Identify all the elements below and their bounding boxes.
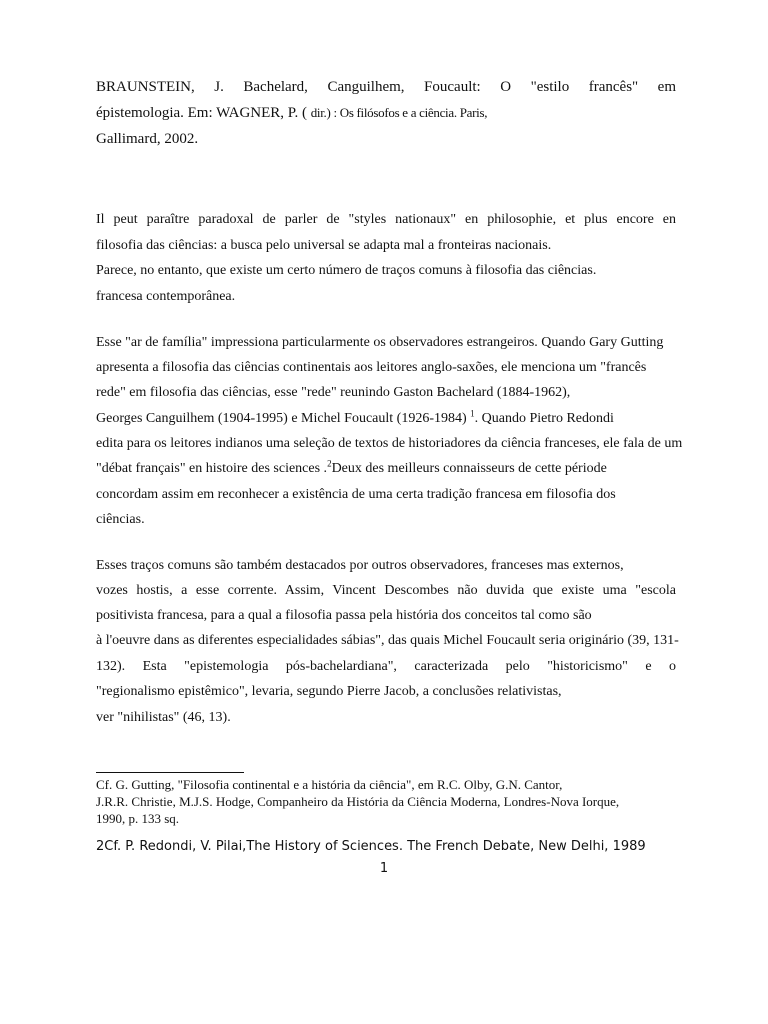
footnote-ref-2: 2 — [327, 458, 332, 469]
footnote-ref-1: 1 — [470, 408, 475, 419]
reference-line-1: BRAUNSTEIN, J. Bachelard, Canguilhem, Foucault: O "estilo francês" em — [96, 79, 676, 95]
reference-line-2 — [96, 104, 487, 122]
footnote-2: 2Cf. P. Redondi, V. Pilai,The History of Sciences. The French Debate, New Delhi, 1989 — [96, 839, 646, 854]
paragraph-2-line-8: ciências. — [96, 512, 145, 527]
paragraph-1-line-2: filosofia das ciências: a busca pelo universal se adapta mal a fronteiras nacionais. — [96, 238, 552, 253]
paragraph-2-line-3: rede" em filosofia das ciências, esse "rede" reunindo Gaston Bachelard (1884-1962), — [96, 385, 571, 400]
reference-line-3: Gallimard, 2002. — [96, 131, 199, 147]
paragraph-2-line-4 — [96, 410, 614, 428]
paragraph-1-line-4: francesa contemporânea. — [96, 289, 236, 304]
footnote-1-line-2: J.R.R. Christie, M.J.S. Hodge, Companheiro da História da Ciência Moderna, Londres-Nova Iorque, — [96, 794, 620, 809]
paragraph-2-line-4-tail: . Quando Pietro Redondi — [474, 411, 614, 426]
paragraph-2-line-2: apresenta a filosofia das ciências continentais aos leitores anglo-saxões, ele menciona um "francês — [96, 360, 647, 375]
paragraph-3-line-5: 132). Esta "epistemologia pós-bachelardiana", caracterizada pelo "historicismo" e o — [96, 659, 676, 674]
reference-line-2-start: épistemologia. Em: WAGNER, P. ( — [96, 105, 307, 121]
paragraph-3-line-7: ver "nihilistas" (46, 13). — [96, 710, 231, 725]
footnote-1-line-3: 1990, p. 133 sq. — [96, 811, 180, 826]
paragraph-2-line-7: concordam assim em reconhecer a existência de uma certa tradição francesa em filosofia dos — [96, 487, 616, 502]
paragraph-3-line-4: à l'oeuvre dans as diferentes especialidades sábias", das quais Michel Foucault seria originário (39, 131- — [96, 633, 679, 648]
paragraph-2-line-6 — [96, 460, 607, 478]
reference-line-2-end: dir.) : Os filósofos e a ciência. Paris, — [310, 105, 488, 120]
footnote-1-line-1: Cf. G. Gutting, "Filosofia continental e a história da ciência", em R.C. Olby, G.N. Cantor, — [96, 777, 563, 792]
paragraph-3-line-6: "regionalismo epistêmico", levaria, segundo Pierre Jacob, a conclusões relativistas, — [96, 684, 562, 699]
footnote-separator — [96, 772, 244, 773]
paragraph-3-line-3: positivista francesa, para a qual a filosofia passa pela história dos conceitos tal como são — [96, 608, 592, 623]
page-number: 1 — [379, 861, 389, 876]
paragraph-2-line-1: Esse "ar de família" impressiona particularmente os observadores estrangeiros. Quando Gary Gutting — [96, 335, 664, 350]
paragraph-2-line-4-text: Georges Canguilhem (1904-1995) e Michel Foucault (1926-1984) — [96, 411, 467, 426]
paragraph-1-line-1: Il peut paraître paradoxal de parler de "styles nationaux" en philosophie, et plus encore en — [96, 212, 676, 227]
paragraph-3-line-1: Esses traços comuns são também destacados por outros observadores, franceses mas externos, — [96, 558, 624, 573]
paragraph-2-line-5: edita para os leitores indianos uma seleção de textos de historiadores da ciência franceses, ele fala de um — [96, 436, 683, 451]
paragraph-3-line-2: vozes hostis, a esse corrente. Assim, Vincent Descombes não duvida que existe uma "escola — [96, 583, 676, 598]
paragraph-2-line-6-text: "débat français" en histoire des sciences . — [96, 461, 328, 476]
paragraph-1-line-3: Parece, no entanto, que existe um certo número de traços comuns à filosofia das ciências. — [96, 263, 597, 278]
paragraph-2-line-6-tail: Deux des meilleurs connaisseurs de cette période — [331, 461, 607, 476]
